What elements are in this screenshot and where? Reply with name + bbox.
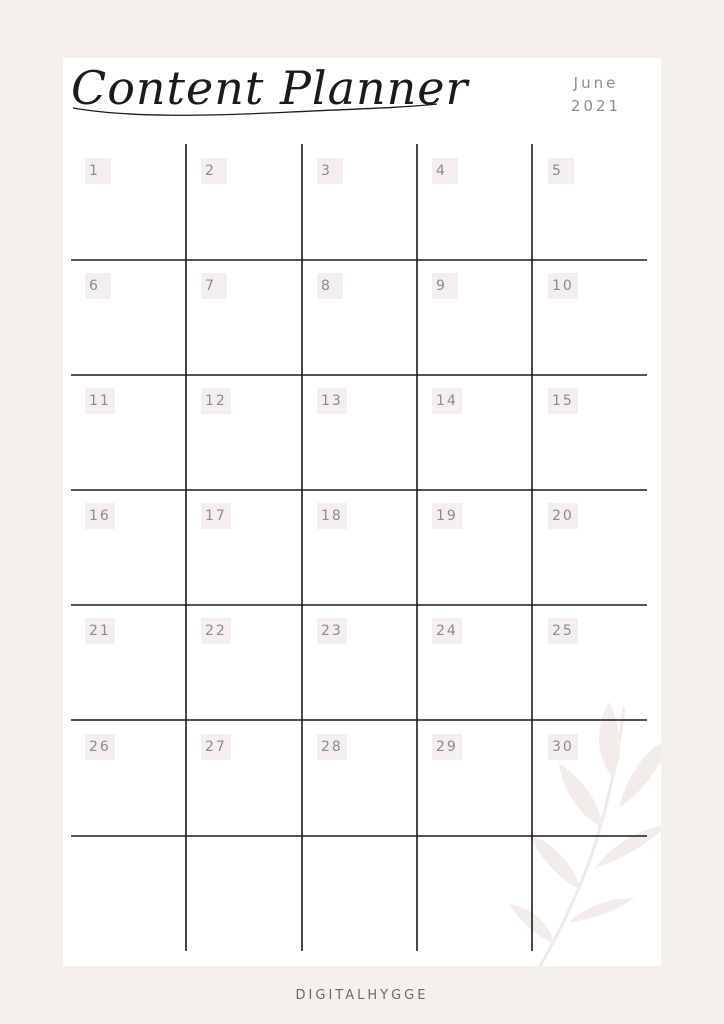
day-number: 3 [317,158,343,184]
day-number: 23 [317,618,347,644]
day-number: 16 [85,503,115,529]
month-label: June [573,74,619,92]
day-number: 25 [548,618,578,644]
day-number: 5 [548,158,574,184]
day-number: 21 [85,618,115,644]
year-label: 2021 [570,97,622,115]
day-number: 6 [85,273,111,299]
day-number: 18 [317,503,347,529]
day-number: 15 [548,388,578,414]
day-number: 20 [548,503,578,529]
day-number: 17 [201,503,231,529]
day-number: 4 [432,158,458,184]
page-title: Content Planner [71,61,469,115]
day-number: 30 [548,734,578,760]
day-number: 2 [201,158,227,184]
day-number: 14 [432,388,462,414]
day-number: 11 [85,388,115,414]
day-number: 19 [432,503,462,529]
day-number: 28 [317,734,347,760]
day-number: 9 [432,273,458,299]
day-number: 12 [201,388,231,414]
day-number: 8 [317,273,343,299]
day-number: 10 [548,273,578,299]
day-number: 7 [201,273,227,299]
planner-sheet [63,58,661,966]
day-number: 24 [432,618,462,644]
day-number: 29 [432,734,462,760]
day-number: 26 [85,734,115,760]
day-number: 13 [317,388,347,414]
day-number: 1 [85,158,111,184]
brand-footer: DIGITALHYGGE [295,988,429,1003]
day-number: 22 [201,618,231,644]
day-number: 27 [201,734,231,760]
